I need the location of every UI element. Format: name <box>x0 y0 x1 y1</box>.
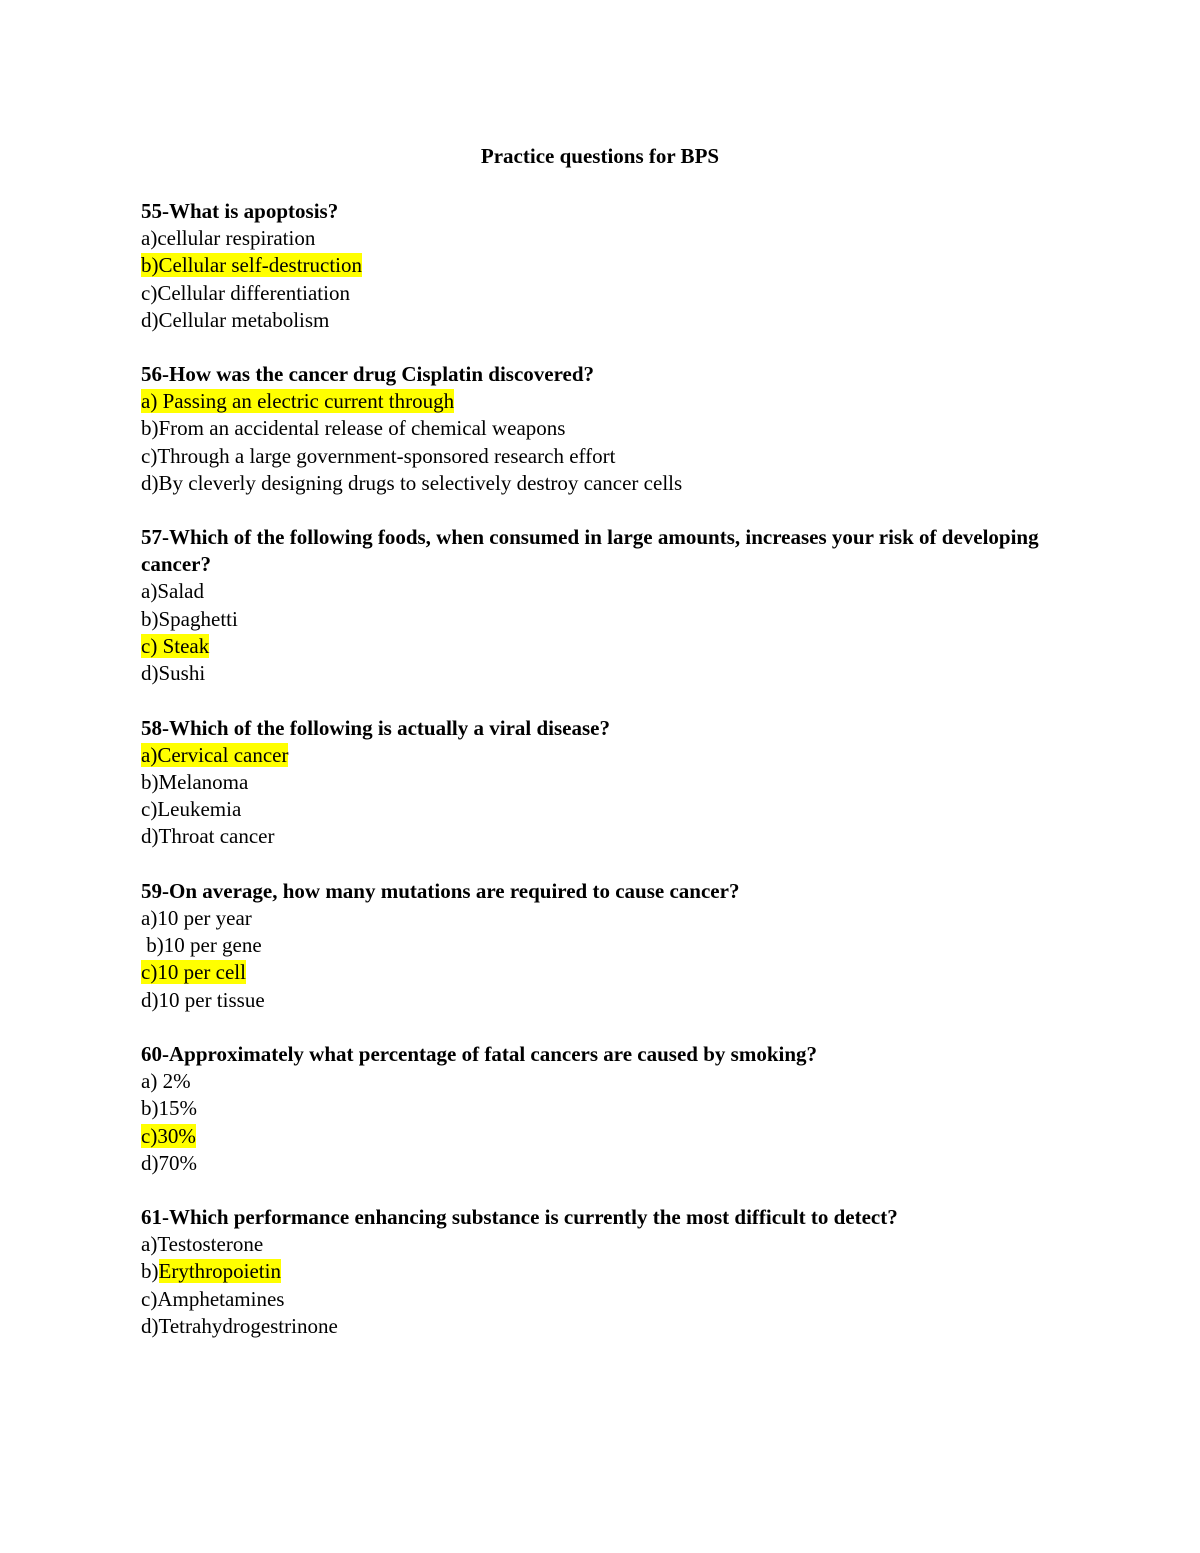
option-c <box>141 796 1041 823</box>
option-b <box>141 1095 1041 1122</box>
option-text: d)Throat cancer <box>141 824 275 849</box>
option-text: d)Tetrahydrogestrinone <box>141 1314 338 1339</box>
option-text-highlighted: c)10 per cell <box>141 960 246 985</box>
question-text: 61-Which performance enhancing substance is currently the most difficult to detect? <box>141 1205 898 1230</box>
option-prefix: b) <box>141 1259 159 1284</box>
option-d <box>141 1313 1041 1340</box>
option-c <box>141 1123 1041 1150</box>
option-b <box>141 415 1041 442</box>
option-text: d)Sushi <box>141 661 206 686</box>
option-b <box>141 932 1041 959</box>
option-text: d)70% <box>141 1150 197 1175</box>
option-text: b)15% <box>141 1096 197 1121</box>
option-text: c)Leukemia <box>141 797 242 822</box>
question-text: 56-How was the cancer drug Cisplatin discovered? <box>141 362 595 387</box>
question-text: 58-Which of the following is actually a viral disease? <box>141 715 610 740</box>
option-c <box>141 280 1041 307</box>
option-text: c)Cellular differentiation <box>141 280 350 305</box>
option-c <box>141 1286 1041 1313</box>
option-text-highlighted: Erythropoietin <box>158 1259 281 1284</box>
option-c <box>141 959 1041 986</box>
option-text: a)Testosterone <box>141 1232 264 1257</box>
option-a <box>141 742 1041 769</box>
option-text: d)By cleverly designing drugs to selectively destroy cancer cells <box>141 471 683 496</box>
option-text: b)Spaghetti <box>141 606 238 631</box>
option-text-highlighted: b)Cellular self-destruction <box>141 253 363 278</box>
option-text: d)10 per tissue <box>141 987 265 1012</box>
option-b <box>141 252 1041 279</box>
question-text: 59-On average, how many mutations are required to cause cancer? <box>141 878 740 903</box>
question-55 <box>141 198 1041 334</box>
question-61 <box>141 1204 1041 1340</box>
option-text: b)10 per gene <box>141 933 262 958</box>
option-d <box>141 660 1041 687</box>
option-d <box>141 307 1041 334</box>
option-a <box>141 388 1041 415</box>
option-text: b)Melanoma <box>141 769 249 794</box>
option-text: a) 2% <box>141 1068 191 1093</box>
option-c <box>141 633 1041 660</box>
question-text: 55-What is apoptosis? <box>141 199 339 223</box>
option-text-highlighted: c)30% <box>141 1123 196 1148</box>
option-text: c)Through a large government-sponsored research effort <box>141 443 616 468</box>
option-c <box>141 443 1041 470</box>
question-text: 60-Approximately what percentage of fatal cancers are caused by smoking? <box>141 1041 818 1066</box>
option-a <box>141 905 1041 932</box>
option-d <box>141 987 1041 1014</box>
question-60 <box>141 1041 1041 1177</box>
document-title: Practice questions for BPS <box>480 144 720 168</box>
question-58 <box>141 715 1041 851</box>
question-list <box>141 198 1041 1367</box>
option-text: a)10 per year <box>141 905 252 930</box>
option-a <box>141 578 1041 605</box>
option-a <box>141 1068 1041 1095</box>
question-56 <box>141 361 1041 497</box>
option-b <box>141 769 1041 796</box>
option-text-highlighted: a)Cervical cancer <box>141 742 289 767</box>
question-59 <box>141 878 1041 1014</box>
option-text: a)cellular respiration <box>141 226 316 250</box>
option-a <box>141 1231 1041 1258</box>
option-text-highlighted: c) Steak <box>141 633 210 658</box>
option-text: d)Cellular metabolism <box>141 307 330 332</box>
option-d <box>141 823 1041 850</box>
option-text: a)Salad <box>141 579 204 604</box>
option-d <box>141 1150 1041 1177</box>
option-a <box>141 225 1041 252</box>
option-text-highlighted: a) Passing an electric current through <box>141 389 455 414</box>
option-text: b)From an accidental release of chemical weapons <box>141 416 566 441</box>
question-57 <box>141 524 1041 687</box>
option-b <box>141 606 1041 633</box>
question-text: 57-Which of the following foods, when consumed in large amounts, increases your risk of developing cancer? <box>141 525 1039 577</box>
option-b <box>141 1258 1041 1285</box>
option-d <box>141 470 1041 497</box>
option-text: c)Amphetamines <box>141 1286 285 1311</box>
